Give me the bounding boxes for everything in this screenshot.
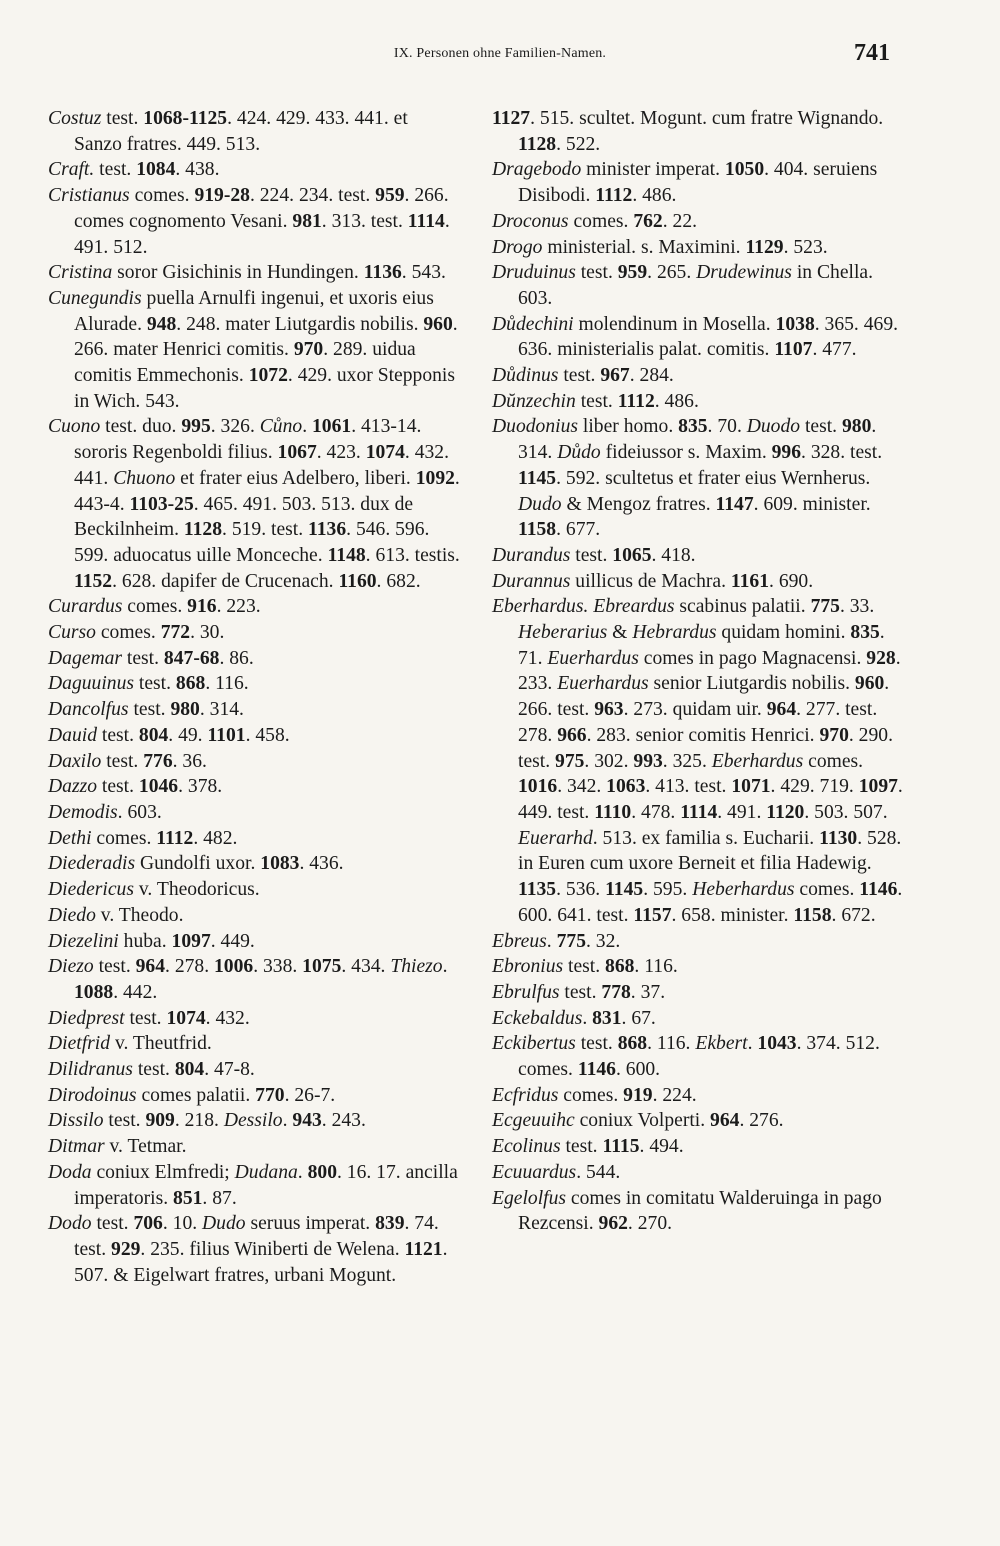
index-entry-text: Ebronius test. 868. 116. (492, 956, 678, 978)
index-entry-text: Důdechini molendinum in Mosella. 1038. 365. 469. 636. ministerialis palat. comitis. 1107. 477. (492, 313, 903, 361)
index-entry-text: Duodonius liber homo. 835. 70. Duodo test. 980. 314. Důdo fideiussor s. Maxim. 996. 328. test. 1145. 592. scultetus et frater eius Wernherus. Dudo & Mengoz fratres. 1147. 609. minister. 1158. 677. (492, 416, 888, 541)
index-entry-text: Cuono test. duo. 995. 326. Cůno. 1061. 413-14. sororis Regenboldi filius. 1067. 423. 1074. 432. 441. Chuono et frater eius Adelbero, liberi. 1092. 443-4. 1103-25. 465. 491. 503. 513. dux de Beckilnheim. 1128. 519. test. 1136. 546. 596. 599. aduocatus uille Monceche. 1148. 613. testis. 1152. 628. dapifer de Crucenach. 1160. 682. (48, 416, 465, 592)
index-entry-text: Dancolfus test. 980. 314. (48, 699, 244, 721)
index-entry (48, 954, 460, 1005)
index-entry-text: Dodo test. 706. 10. Dudo seruus imperat. 839. 74. test. 929. 235. filius Winiberti de Welena. 1121. 507. & Eigelwart fratres, urbani Mogunt. (48, 1213, 453, 1286)
index-entry (48, 414, 465, 594)
index-entry (48, 671, 460, 697)
index-entry-text: Dŭnzechin test. 1112. 486. (492, 390, 699, 412)
index-entry (492, 1160, 904, 1186)
index-entry-text: Costuz test. 1068-1125. 424. 429. 433. 441. et Sanzo fratres. 449. 513. (48, 108, 413, 155)
left-column (48, 106, 465, 1288)
index-entry (492, 1083, 904, 1109)
index-entry-text: Demodis. 603. (48, 801, 162, 823)
index-entry (492, 1031, 904, 1082)
index-entry (48, 1031, 460, 1057)
index-entry-text: Ebrulfus test. 778. 37. (492, 981, 666, 1003)
index-entry (48, 1160, 463, 1211)
index-entry (492, 389, 904, 415)
index-entry (48, 851, 460, 877)
index-entry-text: Dilidranus test. 804. 47-8. (48, 1059, 255, 1081)
index-entry (492, 980, 904, 1006)
index-entry (48, 1057, 460, 1083)
index-entry (48, 260, 460, 286)
index-entry-text: Ecfridus comes. 919. 224. (492, 1084, 697, 1106)
index-entry (48, 723, 460, 749)
index-entry-text: Ecuuardus. 544. (492, 1161, 621, 1183)
index-entry (492, 954, 904, 980)
index-entry (48, 697, 460, 723)
index-entry (48, 620, 460, 646)
running-title: IX. Personen ohne Familien-Namen. (393, 46, 607, 61)
index-entry-text: Cristianus comes. 919-28. 224. 234. test. 959. 266. comes cognomento Vesani. 981. 313. test. 1114. 491. 512. (48, 185, 455, 258)
index-entry-text: Cunegundis puella Arnulfi ingenui, et uxoris eius Alurade. 948. 248. mater Liutgardis nobilis. 960. 266. mater Henrici comitis. 970. 289. uidua comitis Emmechonis. 1072. 429. uxor Stepponis in Wich. 543. (48, 287, 463, 412)
index-entry (48, 800, 460, 826)
index-entry-text: Curso comes. 772. 30. (48, 622, 225, 644)
index-entry-text: Curardus comes. 916. 223. (48, 596, 261, 618)
index-entry-text: Daguuinus test. 868. 116. (48, 673, 249, 695)
index-entry-text: Diezo test. 964. 278. 1006. 338. 1075. 434. Thiezo. 1088. 442. (48, 956, 453, 1003)
index-entry (492, 1134, 904, 1160)
index-entry (48, 106, 460, 157)
index-entry (492, 312, 904, 363)
index-entry-text: Dagemar test. 847-68. 86. (48, 647, 254, 669)
index-entry-text: Doda coniux Elmfredi; Dudana. 800. 16. 17. ancilla imperatoris. 851. 87. (48, 1161, 463, 1209)
index-entry (48, 1083, 460, 1109)
index-entry (48, 903, 460, 929)
index-entry (492, 106, 904, 157)
index-entry (48, 774, 460, 800)
index-entry-text: Daxilo test. 776. 36. (48, 750, 207, 772)
index-entry-text: Egelolfus comes in comitatu Walderuinga in pago Rezcensi. 962. 270. (492, 1187, 887, 1235)
index-entry (492, 1186, 904, 1237)
index-entry (48, 594, 460, 620)
index-entry (492, 414, 904, 543)
index-entry-text: Důdinus test. 967. 284. (492, 365, 674, 387)
index-entry-text: Ditmar v. Tetmar. (48, 1136, 187, 1158)
index-entry-text: Diedo v. Theodo. (48, 904, 184, 926)
index-entry (48, 183, 460, 260)
index-entry (492, 543, 904, 569)
index-entry-text: Diedprest test. 1074. 432. (48, 1007, 250, 1029)
index-entry-text: Droconus comes. 762. 22. (492, 210, 698, 232)
index-entry-text: Ebreus. 775. 32. (492, 930, 621, 952)
index-entry-text: Dragebodo minister imperat. 1050. 404. seruiens Disibodi. 1112. 486. (492, 159, 883, 207)
index-entry-text: Dauid test. 804. 49. 1101. 458. (48, 724, 290, 746)
index-entry-text: Ecgeuuihc coniux Volperti. 964. 276. (492, 1110, 784, 1132)
index-entry-text: Eckibertus test. 868. 116. Ekbert. 1043. 374. 512. comes. 1146. 600. (492, 1033, 885, 1081)
index-entry (48, 646, 460, 672)
index-entry-text: Ecolinus test. 1115. 494. (492, 1136, 684, 1158)
index-entry (492, 260, 904, 311)
index-entry (492, 929, 904, 955)
index-entry (492, 594, 908, 928)
index-entry-text: Dirodoinus comes palatii. 770. 26-7. (48, 1084, 336, 1106)
index-entry (48, 929, 460, 955)
index-entry-text: Diezelini huba. 1097. 449. (48, 930, 255, 952)
index-entry (48, 877, 460, 903)
index-entry-text: Durandus test. 1065. 418. (492, 544, 696, 566)
index-entry (48, 749, 460, 775)
index-entry-text: 1127. 515. scultet. Mogunt. cum fratre Wignando. 1128. 522. (492, 108, 889, 155)
index-entry (492, 209, 904, 235)
page-number: 741 (854, 40, 890, 66)
index-entry (48, 157, 460, 183)
index-entry (492, 1108, 904, 1134)
index-entry (48, 1211, 460, 1288)
index-entry (492, 235, 904, 261)
index-entry (48, 1006, 460, 1032)
index-entry (492, 569, 904, 595)
index-entry (48, 1108, 460, 1134)
index-entry-text: Dazzo test. 1046. 378. (48, 776, 223, 798)
index-entry-text: Drogo ministerial. s. Maximini. 1129. 523. (492, 236, 828, 258)
index-entry (492, 1006, 904, 1032)
index-entry (492, 363, 904, 389)
index-entry-text: Craft. test. 1084. 438. (48, 159, 220, 181)
index-entry-text: Dissilo test. 909. 218. Dessilo. 943. 243. (48, 1110, 366, 1132)
index-entry-text: Diedericus v. Theodoricus. (48, 879, 260, 901)
index-entry (48, 1134, 460, 1160)
index-entry-text: Dethi comes. 1112. 482. (48, 827, 238, 849)
index-entry-text: Druduinus test. 959. 265. Drudewinus in Chella. 603. (492, 262, 878, 309)
index-entry (48, 286, 463, 415)
index-entry-text: Durannus uillicus de Machra. 1161. 690. (492, 570, 814, 592)
index-entry (48, 826, 460, 852)
index-entry-text: Eckebaldus. 831. 67. (492, 1007, 656, 1029)
right-column (492, 106, 908, 1237)
index-entry (492, 157, 904, 208)
index-entry-text: Dietfrid v. Theutfrid. (48, 1033, 212, 1055)
index-entry-text: Cristina soror Gisichinis in Hundingen. 1136. 543. (48, 262, 446, 284)
index-entry-text: Eberhardus. Ebreardus scabinus palatii. 775. 33. Heberarius & Hebrardus quidam homini. 835. 71. Euerhardus comes in pago Magnacensi. 928. 233. Euerhardus senior Liutgardis nobilis. 960. 266. test. 963. 273. quidam uir. 964. 277. test. 278. 966. 283. senior comitis Henrici. 970. 290. test. 975. 302. 993. 325. Eberhardus comes. 1016. 342. 1063. 413. test. 1071. 429. 719. 1097. 449. test. 1110. 478. 1114. 491. 1120. 503. 507. Euerarhd. 513. ex familia s. Eucharii. 1130. 528. in Euren cum uxore Berneit et filia Hadewig. 1135. 536. 1145. 595. Heberhardus comes. 1146. 600. 641. test. 1157. 658. minister. 1158. 672. (492, 596, 908, 926)
index-entry-text: Diederadis Gundolfi uxor. 1083. 436. (48, 853, 344, 875)
page-header (0, 40, 1000, 80)
